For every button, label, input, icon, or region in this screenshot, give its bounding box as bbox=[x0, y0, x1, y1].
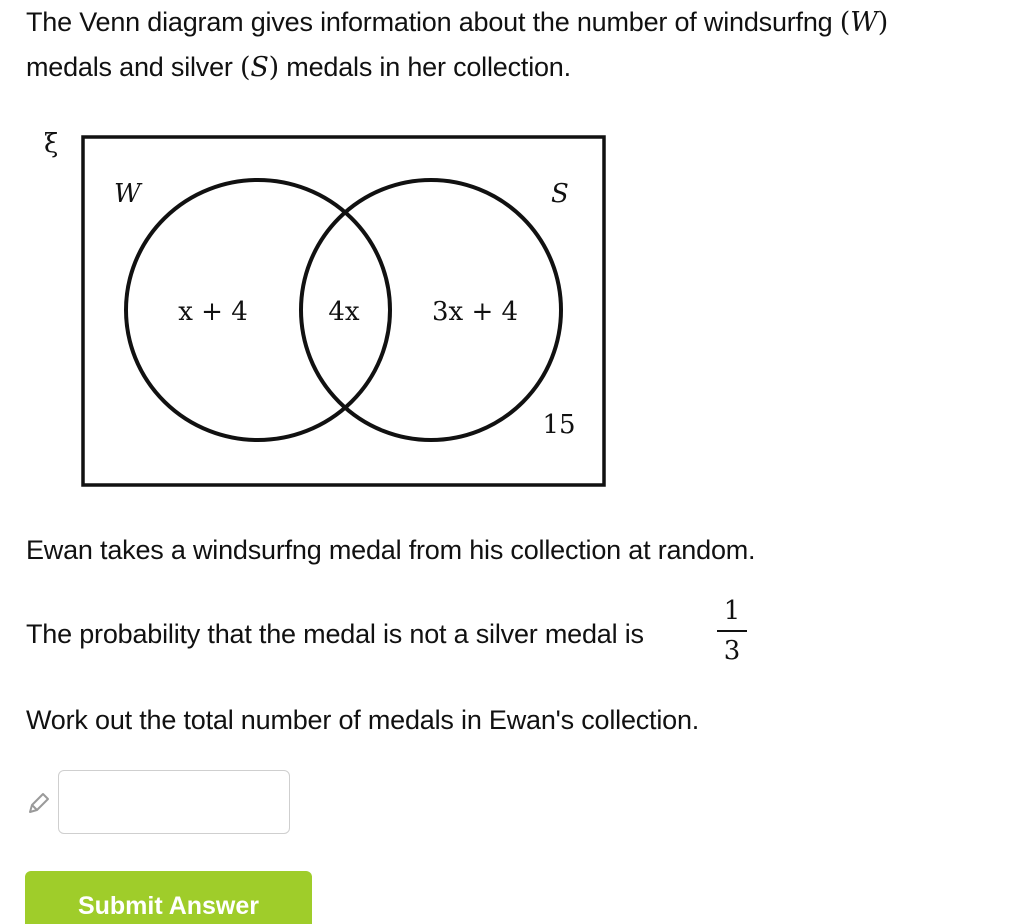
fraction-numerator: 1 bbox=[723, 596, 741, 626]
submit-answer-button[interactable]: Submit Answer bbox=[25, 871, 312, 924]
fraction-bar bbox=[717, 630, 747, 632]
region-neither: 15 bbox=[542, 410, 576, 440]
probability-fraction bbox=[717, 594, 747, 668]
pencil-icon bbox=[26, 790, 52, 816]
intro-paren-close-w: ) bbox=[877, 7, 889, 38]
region-intersection: 4x bbox=[328, 297, 360, 327]
intro-paren-close-s: ) bbox=[268, 52, 279, 83]
region-only-w: x + 4 bbox=[178, 297, 248, 327]
question-line-2: The probability that the medal is not a silver medal is bbox=[26, 619, 644, 649]
intro-part2: medals and silver bbox=[26, 52, 240, 82]
set-w-label: W bbox=[114, 179, 141, 209]
intro-part1: The Venn diagram gives information about the number of windsurfng bbox=[26, 7, 840, 37]
intro-paren-open-s: ( bbox=[240, 52, 251, 83]
set-s-symbol: S bbox=[250, 52, 269, 83]
region-only-s: 3x + 4 bbox=[431, 297, 519, 327]
set-s-label: S bbox=[551, 179, 569, 209]
question-line-1: Ewan takes a windsurfng medal from his collection at random. bbox=[26, 535, 756, 565]
universal-set-symbol: ξ bbox=[44, 129, 59, 159]
answer-input[interactable] bbox=[58, 770, 290, 834]
intro-paren-open-w: ( bbox=[839, 7, 851, 38]
intro-part3: medals in her collection. bbox=[278, 52, 571, 82]
fraction-denominator: 3 bbox=[723, 636, 741, 666]
question-line-3: Work out the total number of medals in Ewan's collection. bbox=[26, 705, 700, 735]
set-w-symbol: W bbox=[850, 7, 878, 38]
